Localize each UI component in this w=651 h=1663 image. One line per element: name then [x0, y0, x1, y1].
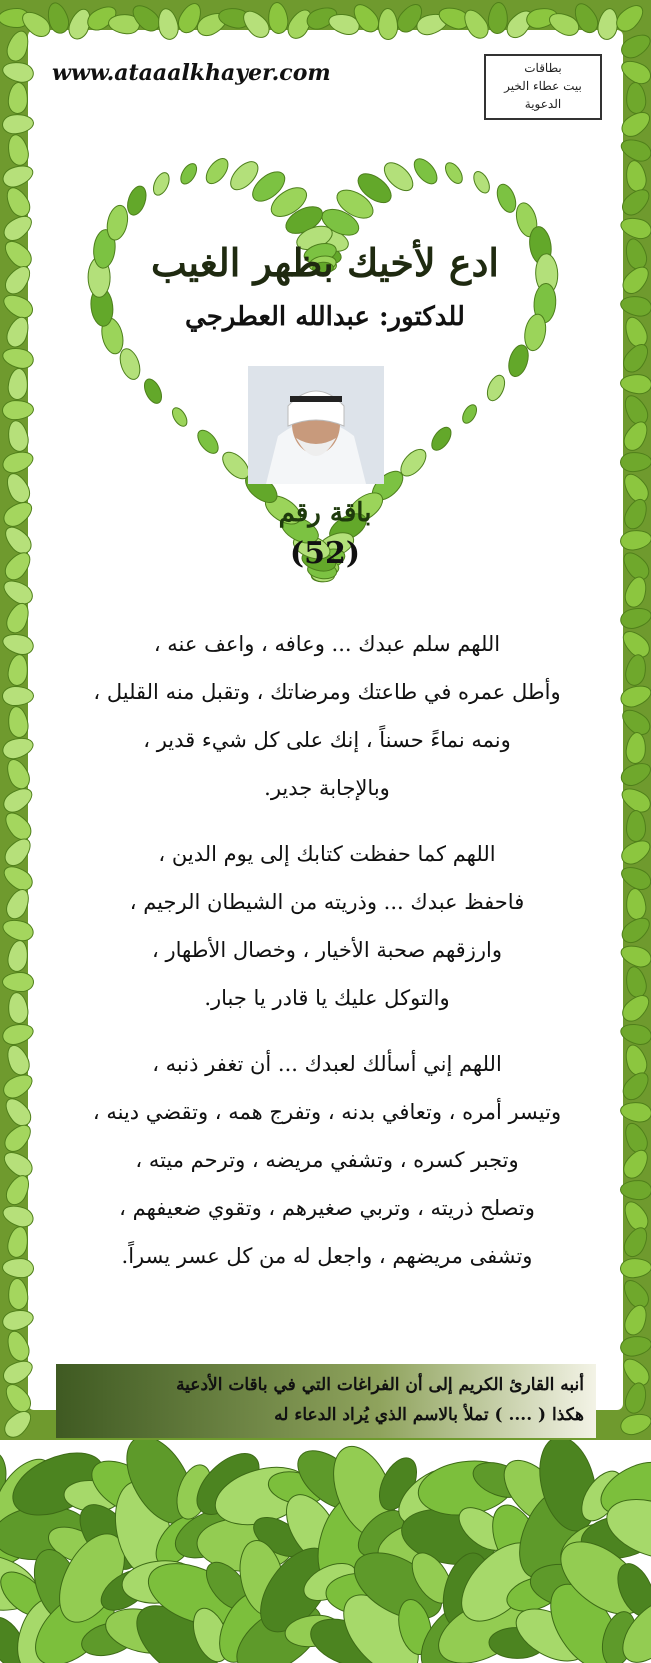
basket-label: باقة رقم: [278, 498, 372, 528]
note-line: أنبه القارئ الكريم إلى أن الفراغات التي في باقات الأدعية: [176, 1375, 584, 1395]
prayer-line: والتوكل عليك يا قادر يا جبار.: [204, 986, 450, 1010]
logo-line: الدعوية: [524, 97, 562, 111]
prayer-line: اللهم سلم عبدك ... وعافه ، واعف عنه ،: [153, 632, 501, 656]
author-name: للدكتور: عبدالله العطرجي: [185, 302, 465, 332]
logo-line: بيت عطاء الخير: [504, 79, 582, 93]
leaf-icon: [141, 376, 165, 406]
card-title: ادع لأخيك بظهر الغيب: [151, 240, 499, 285]
leaf-icon: [494, 182, 520, 215]
leaf-icon: [471, 169, 493, 195]
website-url: www.ataaalkhayer.com: [52, 60, 331, 86]
prayer-line: وتيسر أمره ، وتعافي بدنه ، وتفرج همه ، وتقضي دينه ،: [92, 1100, 562, 1124]
supplication-text: [48, 620, 606, 1280]
author-photo: [248, 366, 384, 484]
note-line: هكذا ( .... ) تملأ بالاسم الذي يُراد الدعاء له: [274, 1405, 584, 1425]
leaf-icon: [150, 170, 172, 197]
reader-note-banner: [56, 1364, 596, 1438]
prayer-line: اللهم إني أسألك لعبدك ... أن تغفر ذنبه ،: [152, 1052, 502, 1076]
leaf-icon: [410, 155, 441, 188]
prayer-line: وتصلح ذريته ، وتربي صغيرهم ، وتقوي ضعيفهم ،: [119, 1196, 535, 1220]
leaf-icon: [116, 346, 143, 382]
publisher-logo: [484, 54, 602, 120]
foliage-footer-decoration: [0, 1440, 651, 1663]
prayer-line: وأطل عمره في طاعتك ومرضاتك ، وتقبل منه القليل ،: [93, 680, 561, 704]
prayer-line: ونمه نماءً حسناً ، إنك على كل شيء قدير ،: [143, 728, 511, 752]
leaf-icon: [428, 424, 455, 454]
leaf-icon: [170, 405, 190, 428]
prayer-line: وتشفى مريضهم ، واجعل له من كل عسر يسراً.: [121, 1244, 533, 1268]
leaf-icon: [626, 810, 646, 842]
leaf-icon: [460, 402, 480, 425]
prayer-line: وارزقهم صحبة الأخيار ، وخصال الأطهار ،: [152, 938, 502, 962]
prayer-line: اللهم كما حفظت كتابك إلى يوم الدين ،: [158, 842, 496, 866]
leaf-icon: [484, 373, 508, 403]
leaf-icon: [202, 155, 232, 188]
basket-number: (52): [289, 536, 361, 571]
prayer-line: وتجبر كسره ، وتشفي مريضه ، وترحم ميته ،: [135, 1148, 519, 1172]
leaf-icon: [194, 427, 222, 457]
leaf-icon: [442, 160, 466, 187]
prayer-line: فاحفظ عبدك ... وذريته من الشيطان الرجيم ،: [129, 890, 525, 914]
logo-line: بطاقات: [524, 61, 562, 75]
leaf-icon: [178, 161, 200, 187]
leaf-icon: [124, 184, 149, 218]
prayer-line: وبالإجابة جدير.: [264, 776, 390, 800]
